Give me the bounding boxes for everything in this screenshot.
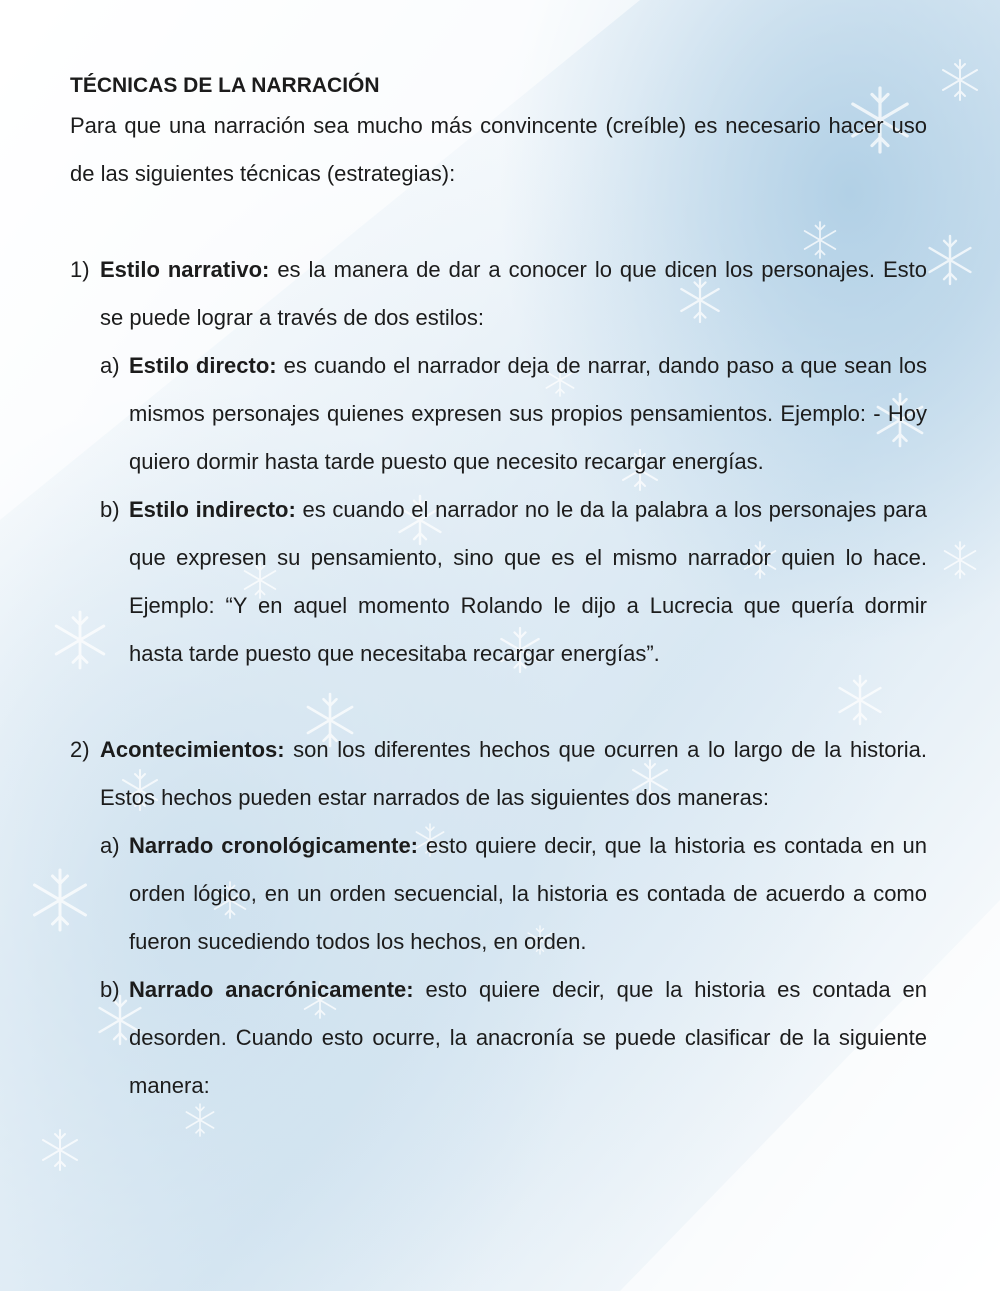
- subitem-2a: [70, 822, 927, 966]
- subitem-text: esto quiere decir, que la historia es contada en desorden. Cuando esto ocurre, la anacronía se puede clasificar de la siguiente manera:: [129, 977, 927, 1098]
- document-page: [70, 70, 927, 1110]
- section-term: Estilo narrativo:: [100, 257, 270, 282]
- subitem-letter: a): [100, 833, 120, 858]
- subitem-term: Narrado anacrónicamente:: [129, 977, 414, 1002]
- subitem-letter: b): [100, 497, 120, 522]
- subitem-letter: a): [100, 353, 120, 378]
- subitem-1a: [70, 342, 927, 486]
- subitem-term: Narrado cronológicamente:: [129, 833, 419, 858]
- spacer: [70, 198, 927, 246]
- section-text: es la manera de dar a conocer lo que dicen los personajes. Esto se puede lograr a través de dos estilos:: [100, 257, 927, 330]
- intro-paragraph: Para que una narración sea mucho más convincente (creíble) es necesario hacer uso de las siguientes técnicas (estrategias):: [70, 113, 927, 186]
- section-number: 1): [70, 257, 90, 282]
- subitem-1b: [70, 486, 927, 678]
- subitem-text: esto quiere decir, que la historia es contada en un orden lógico, en un orden secuencial, la historia es contada de acuerdo a como fueron sucediendo todos los hechos, en orden.: [129, 833, 927, 954]
- section-item-2: [70, 726, 927, 822]
- section-term: Acontecimientos:: [100, 737, 285, 762]
- page-title: TÉCNICAS DE LA NARRACIÓN: [70, 74, 380, 97]
- subitem-term: Estilo directo:: [129, 353, 277, 378]
- section-item-1: [70, 246, 927, 342]
- subitem-term: Estilo indirecto:: [129, 497, 296, 522]
- section-number: 2): [70, 737, 90, 762]
- subitem-text: es cuando el narrador deja de narrar, dando paso a que sean los mismos personajes quienes expresen sus propios pensamientos. Ejemplo: - Hoy quiero dormir hasta tarde puesto que necesito recargar energías.: [129, 353, 928, 474]
- spacer: [70, 678, 927, 726]
- section-text: son los diferentes hechos que ocurren a lo largo de la historia. Estos hechos pueden estar narrados de las siguientes dos maneras:: [100, 737, 927, 810]
- subitem-text: es cuando el narrador no le da la palabra a los personajes para que expresen su pensamiento, sino que es el mismo narrador quien lo hace. Ejemplo: “Y en aquel momento Rolando le dijo a Lucrecia que quería dormir hasta tarde puesto que necesitaba recargar energías”.: [129, 497, 927, 666]
- subitem-2b: [70, 966, 927, 1110]
- subitem-letter: b): [100, 977, 120, 1002]
